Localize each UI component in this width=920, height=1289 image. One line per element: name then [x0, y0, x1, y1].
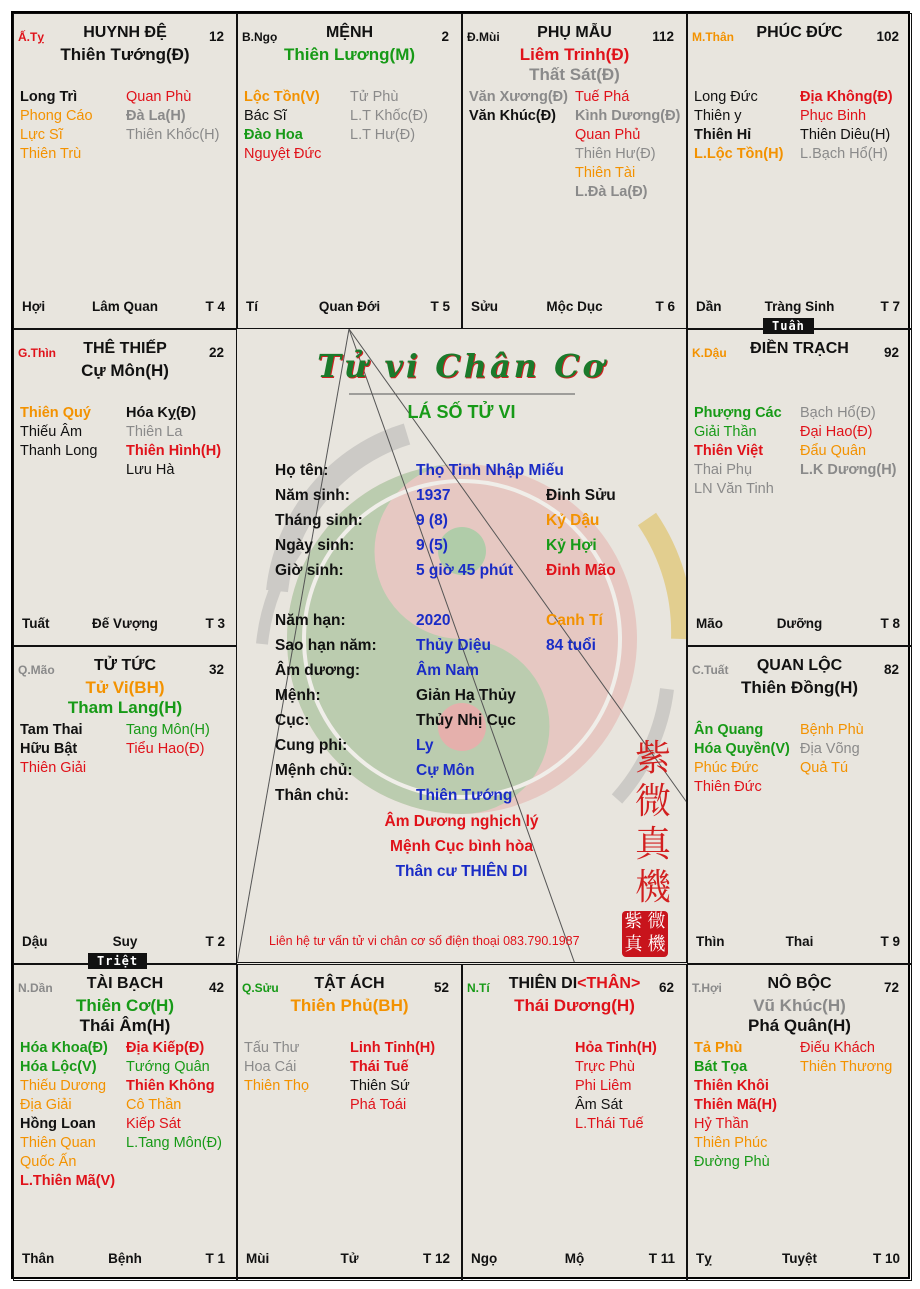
- minor-star: L.Bạch Hổ(H): [800, 146, 888, 162]
- minor-stars-left: [469, 88, 568, 126]
- palace-term: T 1: [205, 1251, 225, 1266]
- conclusion-line: Thân cư THIÊN DI: [395, 863, 528, 880]
- palace-number: 112: [652, 29, 674, 44]
- palace-name-text: PHÚC ĐỨC: [756, 24, 843, 41]
- palace-stem-branch: N.Tí: [467, 981, 490, 995]
- info-value: Thiên Tướng: [416, 787, 513, 804]
- tuan-tag: Tuần: [763, 318, 814, 334]
- info-value: 5 giờ 45 phút: [416, 562, 514, 579]
- minor-star: Tiểu Hao(Đ): [126, 741, 205, 757]
- main-star: Thiên Tướng(Đ): [60, 45, 190, 64]
- minor-star: Địa Không(Đ): [800, 89, 893, 105]
- minor-star: Thiên Quan: [20, 1135, 96, 1151]
- info-extra: Kỷ Hợi: [546, 537, 597, 554]
- minor-stars-left: [20, 1039, 115, 1191]
- minor-star: Thiên Quý: [20, 405, 91, 421]
- palace-huynh-de: [13, 13, 237, 329]
- palace-name-text: PHỤ MẪU: [537, 24, 612, 41]
- minor-star: Hóa Khoa(Đ): [20, 1040, 108, 1056]
- minor-star: Phúc Đức: [694, 760, 759, 776]
- palace-stem-branch: G.Thìn: [18, 346, 56, 360]
- minor-star: Nguyệt Đức: [244, 146, 322, 162]
- seal-char: 真: [634, 824, 671, 865]
- palace-name: [14, 975, 236, 993]
- minor-stars-left: [694, 721, 790, 797]
- minor-star: Đường Phù: [694, 1154, 770, 1170]
- minor-star: LN Văn Tinh: [694, 481, 774, 497]
- palace-name-text: MỆNH: [325, 24, 374, 41]
- palace-number: 62: [658, 980, 674, 995]
- palace-term: T 5: [430, 299, 450, 314]
- minor-star: Hữu Bật: [20, 741, 78, 757]
- minor-star: L.K Dương(H): [800, 462, 897, 478]
- palace-stem-branch: K.Dậu: [692, 346, 727, 360]
- palace-name: [688, 340, 911, 358]
- info-extra: Đinh Sửu: [546, 487, 616, 504]
- minor-star: Thiên Thọ: [244, 1078, 310, 1094]
- info-value: Thọ Tinh Nhập Miếu: [416, 462, 564, 479]
- palace-branch: Dần: [696, 299, 722, 314]
- palace-stem-branch: Q.Mão: [18, 663, 55, 677]
- main-star: Phá Quân(H): [748, 1016, 851, 1035]
- life-stage: Mộ: [564, 1251, 585, 1266]
- palace-branch: Hợi: [22, 299, 46, 314]
- palace-branch: Thân: [22, 1251, 55, 1266]
- minor-star: Tả Phù: [694, 1040, 743, 1056]
- info-extra: Đinh Mão: [546, 562, 616, 579]
- minor-star: Long Trì: [20, 89, 78, 105]
- palace-stem-branch: B.Ngọ: [242, 30, 278, 44]
- minor-star: Đào Hoa: [244, 127, 303, 143]
- seal: [630, 737, 676, 909]
- palace-phu-mau: [462, 13, 687, 329]
- minor-star: Lực Sĩ: [20, 127, 63, 143]
- minor-star: L.T Khốc(Đ): [350, 108, 428, 124]
- minor-star: Văn Xương(Đ): [469, 89, 568, 105]
- minor-star: Văn Khúc(Đ): [469, 108, 556, 124]
- palace-number: 32: [208, 662, 224, 677]
- life-stage: Mộc Dục: [546, 299, 603, 314]
- minor-star: Thiên Hình(H): [126, 443, 222, 459]
- stamp-char: 機: [647, 934, 666, 955]
- palace-name: [14, 24, 236, 42]
- palace-number: 102: [876, 29, 899, 44]
- main-star: Thiên Phủ(BH): [290, 996, 409, 1015]
- palace-name-text: QUAN LỘC: [756, 657, 843, 674]
- minor-stars-left: [20, 404, 97, 461]
- palace-branch: Tuất: [22, 616, 50, 631]
- minor-stars-right: [800, 721, 864, 778]
- minor-star: Tang Môn(H): [126, 722, 210, 738]
- info-label: Giờ sinh:: [275, 562, 344, 579]
- palace-branch: Tỵ: [696, 1251, 712, 1266]
- minor-star: Lưu Hà: [126, 462, 175, 478]
- minor-star: Bát Tọa: [694, 1059, 748, 1075]
- minor-stars-left: [20, 88, 93, 164]
- minor-star: Đẩu Quân: [800, 443, 867, 459]
- life-stage: Bệnh: [108, 1251, 142, 1266]
- minor-star: Bạch Hổ(Đ): [800, 405, 876, 421]
- minor-star: L.Lộc Tồn(H): [694, 146, 784, 162]
- palace-branch: Dậu: [22, 934, 48, 949]
- minor-star: Thiên Thương: [800, 1059, 893, 1075]
- main-star: Thái Dương(H): [514, 996, 635, 1015]
- palace-number: 12: [208, 29, 224, 44]
- palace-name: [238, 24, 461, 42]
- minor-star: Hoa Cái: [244, 1059, 297, 1075]
- palace-stem-branch: N.Dần: [18, 981, 53, 995]
- info-label: Năm sinh:: [275, 487, 350, 504]
- minor-star: Thiên Tài: [575, 165, 636, 181]
- minor-star: Kình Dương(Đ): [575, 108, 681, 124]
- minor-star: Tử Phù: [350, 89, 399, 105]
- minor-star: Tấu Thư: [244, 1040, 300, 1056]
- minor-star: Phục Binh: [800, 108, 867, 124]
- minor-star: Điếu Khách: [800, 1040, 875, 1056]
- minor-stars-left: [694, 404, 782, 499]
- minor-star: Thiên Khôi: [694, 1078, 769, 1094]
- minor-star: Thiên Mã(H): [694, 1097, 777, 1113]
- center-panel: [236, 328, 687, 963]
- info-value: Giản Hạ Thủy: [416, 687, 516, 704]
- palace-term: T 6: [655, 299, 675, 314]
- palace-number: 92: [883, 345, 899, 360]
- palace-term: T 10: [872, 1251, 900, 1266]
- palace-number: 82: [883, 662, 899, 677]
- palace-tai-bach: [13, 964, 237, 1281]
- minor-star: Thiên Đức: [694, 779, 762, 795]
- palace-branch: Ngọ: [471, 1251, 498, 1266]
- palace-name-text: HUYNH ĐỆ: [83, 24, 167, 41]
- minor-star: Kiếp Sát: [126, 1116, 181, 1132]
- minor-star: Hồng Loan: [20, 1116, 96, 1132]
- palace-name: [688, 975, 911, 993]
- minor-stars-right: [575, 1039, 657, 1134]
- palace-name-text: TẬT ÁCH: [314, 975, 385, 992]
- palace-name-text: ĐIỀN TRẠCH: [750, 340, 849, 357]
- minor-star: Thiên Việt: [694, 443, 764, 459]
- palace-name: [238, 975, 461, 993]
- minor-star: Hóa Lộc(V): [20, 1059, 97, 1075]
- palace-tu-tuc: [13, 646, 237, 964]
- minor-star: Thiên Diêu(H): [800, 127, 891, 143]
- minor-star: Cô Thần: [126, 1097, 182, 1113]
- minor-star: L.Thiên Mã(V): [20, 1173, 116, 1189]
- minor-stars-right: [350, 1039, 435, 1115]
- seal-char: 機: [634, 867, 671, 908]
- minor-star: Địa Võng: [800, 741, 860, 757]
- minor-star: Hóa Kỵ(Đ): [126, 405, 197, 421]
- minor-star: Thái Tuế: [350, 1059, 409, 1075]
- info-label: Cục:: [275, 712, 310, 729]
- seal-char: 微: [634, 781, 671, 822]
- stamp-char: 微: [647, 911, 666, 932]
- minor-star: Ân Quang: [694, 722, 764, 738]
- main-star: Thiên Cơ(H): [75, 996, 174, 1015]
- minor-star: Đà La(H): [126, 108, 186, 124]
- minor-star: Hỏa Tinh(H): [575, 1040, 657, 1056]
- minor-star: Thiếu Âm: [20, 424, 83, 440]
- palace-name: [688, 657, 911, 675]
- stamp-char: 真: [624, 934, 643, 955]
- minor-star: Tướng Quân: [126, 1059, 210, 1075]
- minor-star: Thiên Hư(Đ): [575, 146, 656, 162]
- minor-star: Phi Liêm: [575, 1078, 632, 1094]
- minor-star: Quốc Ấn: [20, 1154, 77, 1170]
- minor-star: Bác Sĩ: [244, 108, 287, 124]
- info-label: Thân chủ:: [275, 787, 350, 804]
- minor-star: L.T Hư(Đ): [350, 127, 416, 143]
- palace-branch: Sửu: [471, 299, 499, 314]
- minor-star: Thiên Hỉ: [694, 127, 752, 143]
- info-value: Thủy Diệu: [416, 637, 491, 654]
- main-star: Thiên Đồng(H): [740, 678, 859, 697]
- minor-stars-left: [694, 88, 783, 164]
- palace-stem-branch: M.Thân: [692, 30, 734, 44]
- palace-branch: Tí: [246, 299, 258, 314]
- palace-term: T 7: [880, 299, 900, 314]
- minor-star: L.Tang Môn(Đ): [126, 1135, 222, 1151]
- info-extra: Kỷ Dậu: [546, 512, 600, 529]
- minor-star: Thiên y: [694, 108, 742, 124]
- minor-star: Thiên Giải: [20, 760, 87, 776]
- info-value: 2020: [416, 612, 451, 629]
- palace-quan-loc: [687, 646, 912, 964]
- palace-number: 22: [208, 345, 224, 360]
- minor-stars-right: [126, 1039, 222, 1153]
- palace-name-text: TÀI BẠCH: [86, 975, 164, 992]
- info-extra: Canh Tí: [546, 612, 603, 629]
- minor-star: Phá Toái: [350, 1097, 407, 1113]
- palace-number: 72: [883, 980, 899, 995]
- palace-term: T 4: [205, 299, 225, 314]
- minor-star: Thiên Trù: [20, 146, 82, 162]
- minor-stars-right: [350, 88, 428, 145]
- chart-grid: [11, 11, 910, 1279]
- logo: [317, 347, 607, 391]
- palace-branch: Mùi: [246, 1251, 270, 1266]
- info-label: Ngày sinh:: [275, 537, 355, 554]
- minor-star: Quan Phù: [126, 89, 192, 105]
- palace-name-text: TỬ TỨC: [93, 657, 157, 674]
- minor-star: Hóa Quyền(V): [694, 741, 790, 757]
- info-label: Âm dương:: [275, 662, 361, 679]
- life-stage: Dưỡng: [776, 616, 823, 631]
- info-value: 9 (8): [416, 512, 448, 529]
- than-marker: <THÂN>: [577, 975, 641, 992]
- minor-star: Phong Cáo: [20, 108, 93, 124]
- palace-tat-ach: [237, 964, 462, 1281]
- palace-stem-branch: T.Hợi: [692, 981, 722, 995]
- minor-stars-right: [800, 88, 893, 164]
- palace-branch: Mão: [696, 616, 723, 631]
- minor-star: Thanh Long: [20, 443, 98, 459]
- life-stage: Thai: [785, 934, 814, 949]
- minor-star: Tam Thai: [20, 722, 83, 738]
- palace-name-text: NÔ BỘC: [767, 975, 832, 992]
- life-stage: Tử: [340, 1251, 359, 1266]
- palace-name-text: THIÊN DI: [508, 975, 578, 992]
- minor-stars-right: [800, 1039, 892, 1077]
- main-star: Liêm Trinh(Đ): [519, 45, 630, 64]
- main-star: Thất Sát(Đ): [529, 65, 620, 84]
- palace-dien-trach: [687, 329, 912, 646]
- main-star: Tham Lang(H): [67, 698, 183, 717]
- minor-stars-left: [244, 1039, 309, 1096]
- main-star: Cự Môn(H): [81, 361, 169, 380]
- info-value: 9 (5): [416, 537, 448, 554]
- minor-star: Thiên Không: [126, 1078, 215, 1094]
- minor-star: Long Đức: [694, 89, 758, 105]
- info-label: Tháng sinh:: [275, 512, 363, 529]
- palace-number: 2: [441, 29, 449, 44]
- life-stage: Đế Vượng: [92, 616, 158, 631]
- minor-star: Trực Phù: [575, 1059, 635, 1075]
- palace-menh: [237, 13, 462, 329]
- minor-star: Âm Sát: [575, 1097, 623, 1113]
- minor-star: L.Thái Tuế: [575, 1116, 644, 1132]
- info-value: Ly: [416, 737, 434, 754]
- minor-star: Thiên Phúc: [694, 1135, 768, 1151]
- minor-star: Thiên La: [126, 424, 183, 440]
- info-label: Mệnh:: [275, 687, 321, 704]
- palace-stem-branch: C.Tuất: [692, 663, 729, 677]
- palace-term: T 11: [648, 1251, 675, 1266]
- info-value: 1937: [416, 487, 451, 504]
- minor-stars-right: [126, 721, 210, 759]
- main-star: Thái Âm(H): [79, 1016, 171, 1035]
- info-extra: 84 tuổi: [546, 637, 596, 654]
- life-stage: Suy: [112, 934, 138, 949]
- main-star: Vũ Khúc(H): [753, 996, 846, 1015]
- minor-stars-left: [694, 1039, 777, 1172]
- palace-term: T 9: [880, 934, 900, 949]
- life-stage: Lâm Quan: [91, 299, 158, 314]
- palace-term: T 3: [205, 616, 225, 631]
- main-star: Thiên Lương(M): [283, 45, 416, 64]
- minor-stars-left: [244, 88, 321, 164]
- palace-term: T 2: [205, 934, 225, 949]
- palace-stem-branch: Q.Sửu: [242, 981, 279, 995]
- palace-name: [14, 340, 236, 358]
- minor-star: Bệnh Phù: [800, 722, 864, 738]
- palace-name-text: THÊ THIẾP: [83, 340, 167, 357]
- palace-stem-branch: Đ.Mùi: [467, 30, 500, 44]
- palace-term: T 8: [880, 616, 900, 631]
- seal-char: 紫: [634, 738, 671, 779]
- info-value: Cự Môn: [416, 762, 475, 779]
- minor-stars-left: [20, 721, 86, 778]
- contact-line: Liên hệ tư vấn tử vi chân cơ số điện thoại 083.790.1987: [269, 934, 580, 948]
- conclusion-line: Mệnh Cục bình hòa: [390, 838, 533, 855]
- palace-name: [14, 657, 236, 675]
- minor-star: Thai Phụ: [694, 462, 753, 478]
- minor-star: Tuế Phá: [575, 89, 630, 105]
- triet-tag: Triệt: [88, 953, 147, 969]
- info-label: Năm hạn:: [275, 612, 346, 629]
- minor-star: Phượng Các: [694, 405, 782, 421]
- minor-star: Giải Thần: [694, 424, 757, 440]
- info-label: Sao hạn năm:: [275, 637, 377, 654]
- minor-star: Thiên Sứ: [350, 1078, 410, 1094]
- main-star: Tử Vi(BH): [85, 678, 165, 697]
- life-stage: Tràng Sinh: [764, 299, 835, 314]
- minor-star: Thiên Khốc(H): [126, 127, 220, 143]
- logo-text: Tử vi Chân Cơ: [317, 347, 607, 385]
- minor-star: Địa Giải: [20, 1097, 72, 1113]
- palace-term: T 12: [422, 1251, 450, 1266]
- minor-star: Lộc Tồn(V): [244, 89, 320, 105]
- minor-star: L.Đà La(Đ): [575, 184, 648, 200]
- minor-star: Quan Phủ: [575, 127, 641, 143]
- life-stage: Quan Đới: [318, 299, 381, 314]
- minor-star: Thiếu Dương: [20, 1078, 107, 1094]
- palace-number: 52: [433, 980, 449, 995]
- info-label: Họ tên:: [275, 462, 329, 479]
- stamp: [622, 911, 668, 957]
- stamp-char: 紫: [624, 911, 643, 932]
- palace-the-thiep: [13, 329, 237, 646]
- palace-no-boc: [687, 964, 912, 1281]
- palace-branch: Thìn: [696, 934, 725, 949]
- minor-star: Linh Tinh(H): [350, 1040, 436, 1056]
- info-label: Mệnh chủ:: [275, 762, 353, 779]
- palace-thien-di: [462, 964, 687, 1281]
- palace-stem-branch: Ấ.Tỵ: [18, 30, 45, 44]
- minor-star: Quả Tú: [800, 760, 849, 776]
- palace-phuc-duc: [687, 13, 912, 329]
- minor-stars-right: [126, 404, 221, 480]
- minor-stars-right: [126, 88, 219, 145]
- palace-number: 42: [208, 980, 224, 995]
- minor-star: Hỷ Thần: [694, 1116, 749, 1132]
- info-value: Âm Nam: [416, 662, 479, 679]
- info-value: Thủy Nhị Cục: [416, 712, 516, 729]
- palace-name: [463, 975, 686, 993]
- chart-title: LÁ SỐ TỬ VI: [407, 402, 516, 422]
- info-label: Cung phi:: [275, 737, 348, 754]
- minor-stars-right: [800, 404, 897, 480]
- minor-star: Địa Kiếp(Đ): [126, 1040, 205, 1056]
- life-stage: Tuyệt: [781, 1251, 817, 1266]
- conclusion-line: Âm Dương nghịch lý: [384, 813, 539, 830]
- minor-star: Đại Hao(Đ): [800, 424, 873, 440]
- minor-stars-right: [575, 88, 680, 202]
